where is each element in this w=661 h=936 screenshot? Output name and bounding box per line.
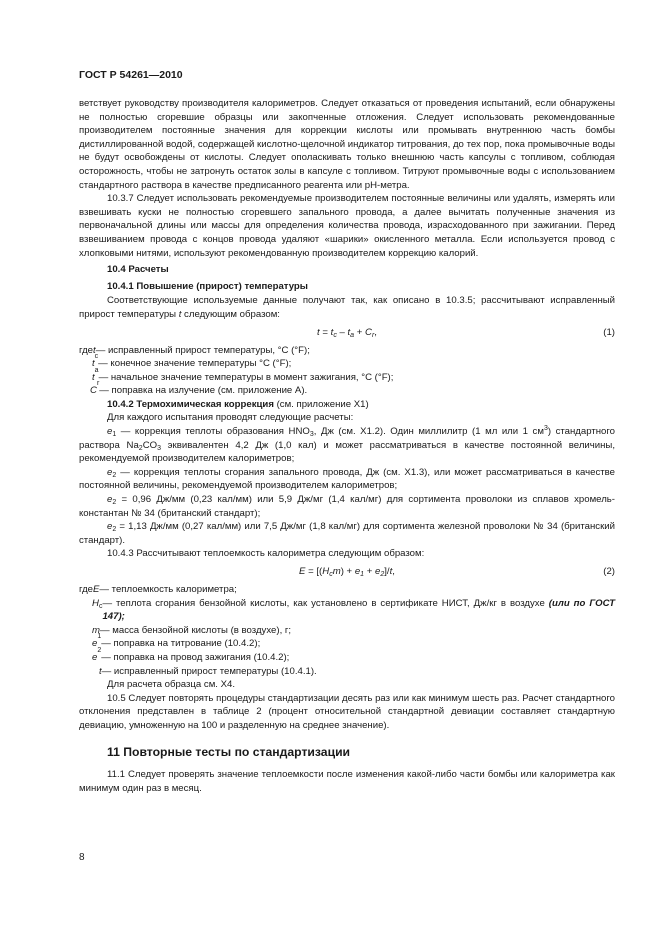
definition-E: где E — теплоемкость калориметра; [79, 584, 237, 595]
definition-Hc: $H_c$ — теплота сгорания бензойной кислоты, как установлено в сертификате НИСТ, Дж/кг в воздухе (или по ГОСТ 147); [92, 597, 615, 623]
paragraph-calc-ref: Для расчета образца см. Х4. [107, 679, 236, 691]
definition-e2: e 2 — поправка на провод зажигания (10.4.2); [92, 646, 290, 663]
paragraph-10-3-7: 10.3.7 Следует использовать рекомендуемые производителем постоянные величины или удалять, измерять или взвешивать куски не полностью сгоревшего запального провода, а далее вычитать полученные значения из первоначальной длины или массы для определения количества провода, израсходованного при зажигании. Перед взвешиванием провода с концов провода удаляют «шарики» окисленного металла. Если используется провод с хлопковыми нитями, используют рекомендованную производителем коррекцию калорий. [79, 193, 615, 259]
document-header: ГОСТ Р 54261—2010 [79, 69, 183, 81]
paragraph-e1: $e_1$ — коррекция теплоты образования $HNO_3$, Дж (см. Х1.2). Один миллилитр (1 мл или 1 $см^3$) стандартного раствора $Na_2CO_3$ эквивалентен 4,2 Дж (1,0 кал) и может рассматриваться в качестве постоянной величины, рекомендуемой производителем калориметров; [79, 425, 615, 465]
paragraph-e2: $e_2$ — коррекция теплоты сгорания запального провода, Дж (см. Х1.3), или может рассматриваться в качестве постоянной величины, рекомендуемой производителем калориметров; [79, 466, 615, 492]
text-run: Соответствующие используемые данные получают так, как описано в 10.3.5; рассчитывают исправленный прирост температуры [79, 295, 615, 320]
variable-t: t [178, 308, 182, 320]
document-body [79, 97, 615, 795]
paragraph-e2-iron: $e_2 = 1,13$ Дж/мм (0,27 кал/мм) или 7,5 Дж/мг (1,8 кал/мг) для сортимента железной проволоки № 34 (британский стандарт). [79, 521, 615, 546]
equation-2-formula: $E = [(H_cm) + e_1 + e_2]/t$, [299, 566, 395, 578]
text-run: следующим образом: [181, 308, 280, 320]
equation-1-formula: $t = t_c - t_a + C_r$, [317, 326, 377, 339]
definition-m: m — масса бензойной кислоты (в воздухе), г; [92, 624, 292, 636]
definition-e1: e 1 — поправка на титрование (10.4.2); [92, 633, 261, 650]
equation-2-number: (2) [603, 566, 615, 577]
paragraph-e2-chromel: $e_2 = 0,96$ Дж/мм (0,23 кал/мм) или 5,9 Дж/мг (1,4 кал/мг) для сортимента проволоки из сплавов хромель-константан № 34 (британский стандарт); [79, 494, 615, 519]
definition-t2: t — исправленный прирост температуры (10.4.1). [99, 665, 317, 677]
definition-cr: C r — поправка на излучение (см. приложение А). [90, 380, 308, 397]
heading-10-4: 10.4 Расчеты [107, 264, 169, 276]
paragraph-intro: ветствует руководству производителя калориметров. Следует отказаться от проведения испытаний, если обнаружены не полностью сгоревшие образцы или закопченные отложения. Следует использовать рекомендованные производителем постоянные значения для коррекции кислоты или промывать внутреннюю часть бомбы дистиллированной водой, содержащей кислотно-щелочной индикатор титрования, до тех пор, пока промывочные воды не будут освобождены от кислоты. Следует ополаскивать только внешнюю часть капсулы с топливом, соблюдая осторожность, чтобы не затронуть остаток золы в капсуле с топливом. Титруют промывочные воды с использованием стандартного раствора в качестве предписанного реагента или pH-метра. [79, 98, 615, 191]
definition-ta: t a — начальное значение температуры в момент зажигания, °C (°F); [92, 366, 394, 383]
equation-1-number: (1) [603, 326, 615, 338]
paragraph-10-4-2-intro: Для каждого испытания проводят следующие расчеты: [107, 412, 354, 424]
page-number: 8 [79, 852, 85, 863]
heading-10-4-1: 10.4.1 Повышение (прирост) температуры [107, 280, 308, 292]
paragraph-10-4-1 [79, 294, 615, 321]
definition-tc: t c — конечное значение температуры °C (°F); [92, 353, 292, 370]
section-heading-11: 11 Повторные тесты по стандартизации [107, 744, 351, 759]
heading-10-4-2: 10.4.2 Термохимическая коррекция (см. приложение Х1) [107, 398, 369, 410]
definition-t: где t — исправленный прирост температуры, °C (°F); [79, 344, 310, 356]
equation-1 [79, 325, 615, 341]
paragraph-10-5: 10.5 Следует повторять процедуры стандартизации десять раз или как минимум шесть раз. Расчет стандартного отклонения представлен в таблице 2 (процент относительной стандартной девиации составляет стандартную девиацию, умноженную на 100 и разделенную на среднее значение). [79, 692, 615, 731]
paragraph-10-4-3: 10.4.3 Рассчитывают теплоемкость калориметра следующим образом: [107, 548, 425, 560]
paragraph-11-1: 11.1 Следует проверять значение теплоемкости после изменения какой-либо части бомбы или калориметра как минимум один раз в месяц. [79, 769, 615, 794]
equation-2 [79, 564, 615, 580]
